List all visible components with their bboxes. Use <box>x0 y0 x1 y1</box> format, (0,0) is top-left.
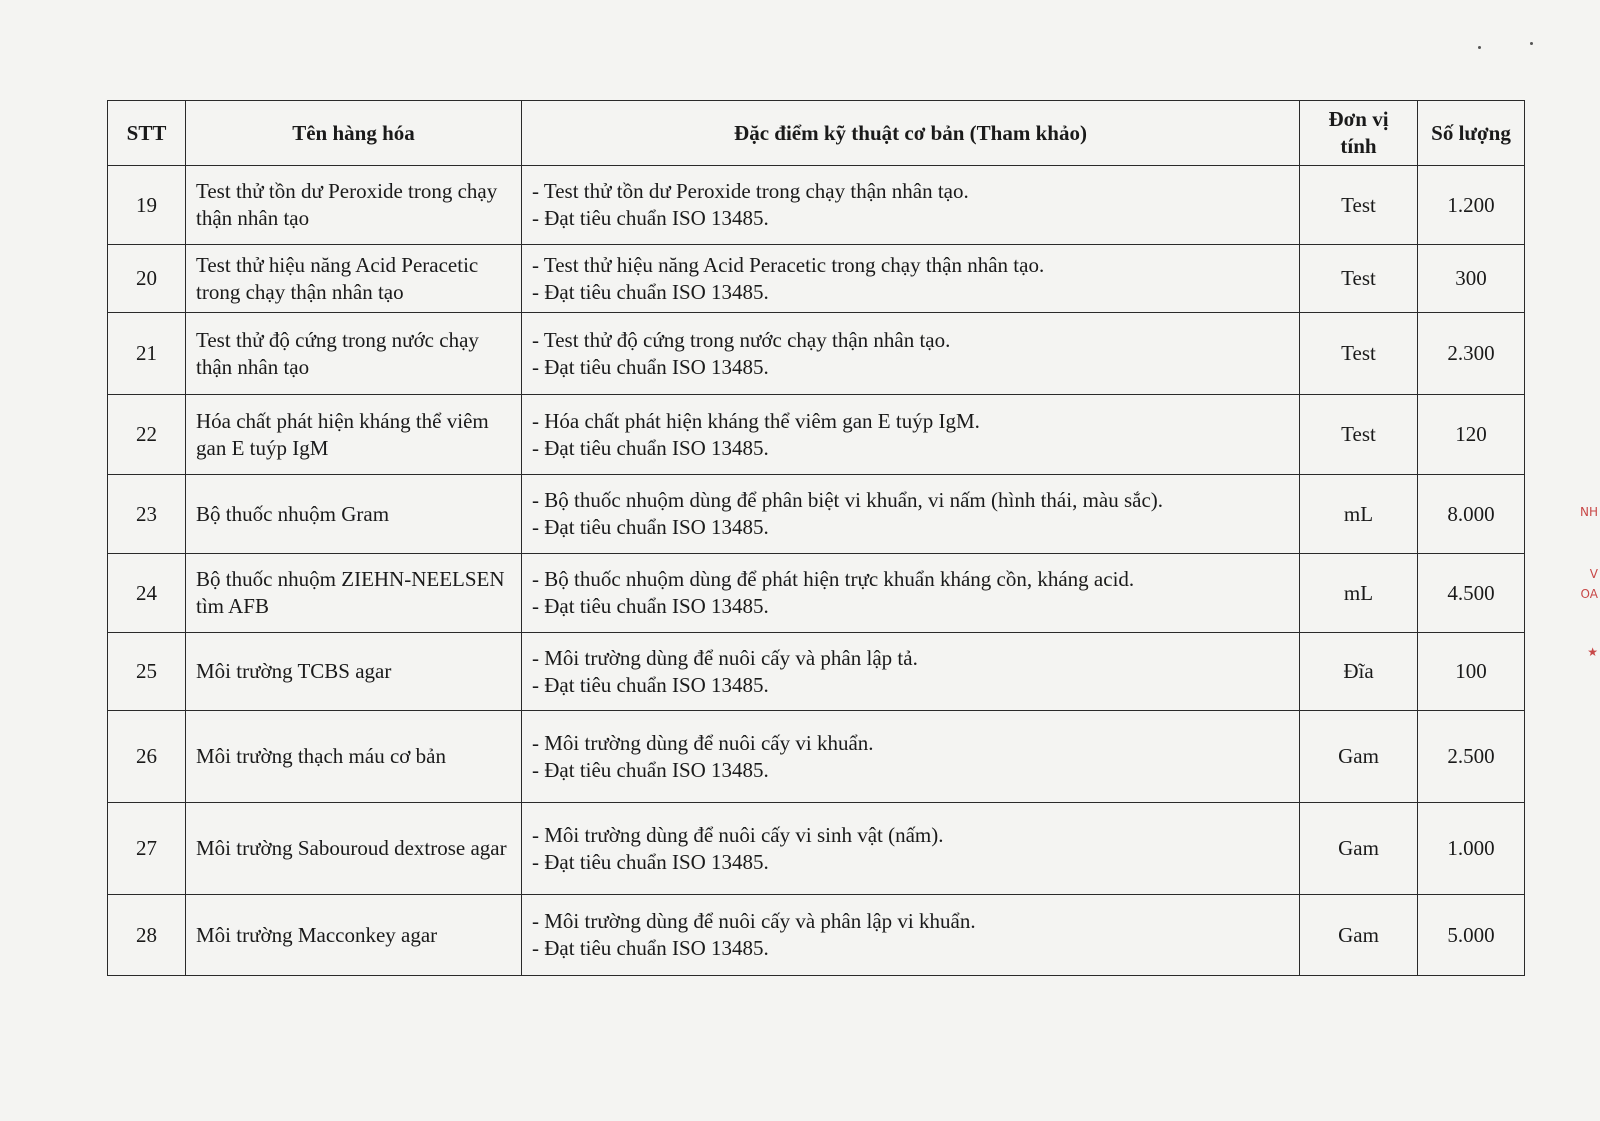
row-qty: 100 <box>1418 633 1525 711</box>
row-unit: mL <box>1300 554 1418 633</box>
spec-line: - Đạt tiêu chuẩn ISO 13485. <box>532 279 769 304</box>
table-row <box>108 475 1525 554</box>
row-unit: Test <box>1300 395 1418 475</box>
row-unit: Test <box>1300 245 1418 313</box>
row-stt: 25 <box>108 633 186 711</box>
row-unit: Test <box>1300 166 1418 245</box>
row-qty: 5.000 <box>1418 895 1525 976</box>
row-name: Hóa chất phát hiện kháng thể viêm gan E tuýp IgM <box>186 395 522 475</box>
row-qty: 120 <box>1418 395 1525 475</box>
row-name: Test thử độ cứng trong nước chạy thận nhân tạo <box>186 313 522 395</box>
row-stt: 19 <box>108 166 186 245</box>
row-stt: 24 <box>108 554 186 633</box>
row-spec <box>522 633 1300 711</box>
row-stt: 22 <box>108 395 186 475</box>
row-spec <box>522 475 1300 554</box>
table-row <box>108 166 1525 245</box>
row-spec <box>522 395 1300 475</box>
row-unit: Gam <box>1300 803 1418 895</box>
spec-line: - Đạt tiêu chuẩn ISO 13485. <box>532 435 769 460</box>
row-stt: 27 <box>108 803 186 895</box>
row-name: Test thử hiệu năng Acid Peracetic trong chạy thận nhân tạo <box>186 245 522 313</box>
spec-line: - Đạt tiêu chuẩn ISO 13485. <box>532 757 769 782</box>
header-spec: Đặc điểm kỹ thuật cơ bản (Tham khảo) <box>522 101 1300 166</box>
row-spec <box>522 245 1300 313</box>
spec-line: - Đạt tiêu chuẩn ISO 13485. <box>532 849 769 874</box>
table-row <box>108 245 1525 313</box>
table-row <box>108 711 1525 803</box>
spec-line: - Đạt tiêu chuẩn ISO 13485. <box>532 206 769 230</box>
row-qty: 8.000 <box>1418 475 1525 554</box>
header-stt: STT <box>108 101 186 166</box>
row-spec <box>522 313 1300 395</box>
spec-line: - Môi trường dùng để nuôi cấy vi sinh vật (nấm). <box>532 822 944 847</box>
table-row <box>108 803 1525 895</box>
spec-line: - Đạt tiêu chuẩn ISO 13485. <box>532 594 769 618</box>
spec-line: - Đạt tiêu chuẩn ISO 13485. <box>532 936 769 960</box>
spec-line: - Môi trường dùng để nuôi cấy vi khuẩn. <box>532 730 874 755</box>
row-qty: 2.500 <box>1418 711 1525 803</box>
header-unit <box>1300 101 1418 166</box>
row-unit: Test <box>1300 313 1418 395</box>
spec-line: - Bộ thuốc nhuộm dùng để phân biệt vi khuẩn, vi nấm (hình thái, màu sắc). <box>532 488 1164 512</box>
row-unit: mL <box>1300 475 1418 554</box>
row-spec <box>522 166 1300 245</box>
spec-line: - Đạt tiêu chuẩn ISO 13485. <box>532 354 769 379</box>
row-qty: 300 <box>1418 245 1525 313</box>
spec-line: - Hóa chất phát hiện kháng thể viêm gan E tuýp IgM. <box>532 408 980 433</box>
spec-line: - Test thử tồn dư Peroxide trong chạy thận nhân tạo. <box>532 179 969 203</box>
scan-speck <box>1530 42 1533 45</box>
seal-fragment-text: OA <box>1580 587 1598 601</box>
row-unit: Gam <box>1300 895 1418 976</box>
row-qty: 2.300 <box>1418 313 1525 395</box>
scan-speck <box>1478 46 1481 49</box>
table-header-row <box>108 101 1525 166</box>
table-row <box>108 313 1525 395</box>
row-stt: 20 <box>108 245 186 313</box>
spec-line: - Đạt tiêu chuẩn ISO 13485. <box>532 515 769 539</box>
table-row <box>108 895 1525 976</box>
spec-line: - Môi trường dùng để nuôi cấy và phân lập tả. <box>532 645 918 670</box>
row-stt: 26 <box>108 711 186 803</box>
spec-line: - Bộ thuốc nhuộm dùng để phát hiện trực khuẩn kháng cồn, kháng acid. <box>532 567 1135 591</box>
row-spec <box>522 554 1300 633</box>
spec-line: - Test thử độ cứng trong nước chạy thận nhân tạo. <box>532 327 951 352</box>
row-stt: 28 <box>108 895 186 976</box>
seal-fragment-text: V <box>1589 567 1598 581</box>
table-row <box>108 554 1525 633</box>
seal-edge-fragment <box>1568 505 1600 685</box>
table-row <box>108 633 1525 711</box>
row-spec <box>522 803 1300 895</box>
row-unit: Gam <box>1300 711 1418 803</box>
spec-line: - Đạt tiêu chuẩn ISO 13485. <box>532 672 769 697</box>
row-qty: 4.500 <box>1418 554 1525 633</box>
table-row <box>108 395 1525 475</box>
header-name: Tên hàng hóa <box>186 101 522 166</box>
header-qty: Số lượng <box>1418 101 1525 166</box>
row-name: Môi trường TCBS agar <box>186 633 522 711</box>
specification-table <box>107 100 1525 976</box>
row-name: Bộ thuốc nhuộm ZIEHN-NEELSEN tìm AFB <box>186 554 522 633</box>
spec-line: - Môi trường dùng để nuôi cấy và phân lập vi khuẩn. <box>532 909 976 933</box>
row-name: Môi trường Macconkey agar <box>186 895 522 976</box>
row-name: Môi trường Sabouroud dextrose agar <box>186 803 522 895</box>
header-unit-line1: Đơn vị <box>1328 107 1389 131</box>
row-name: Môi trường thạch máu cơ bản <box>186 711 522 803</box>
row-spec <box>522 895 1300 976</box>
seal-fragment-text: NH <box>1580 505 1598 519</box>
star-icon: ★ <box>1587 645 1598 659</box>
row-name: Bộ thuốc nhuộm Gram <box>186 475 522 554</box>
row-spec <box>522 711 1300 803</box>
row-unit: Đĩa <box>1300 633 1418 711</box>
row-stt: 23 <box>108 475 186 554</box>
row-qty: 1.000 <box>1418 803 1525 895</box>
row-qty: 1.200 <box>1418 166 1525 245</box>
row-name: Test thử tồn dư Peroxide trong chạy thận nhân tạo <box>186 166 522 245</box>
header-unit-line2: tính <box>1340 134 1377 158</box>
spec-line: - Test thử hiệu năng Acid Peracetic trong chạy thận nhân tạo. <box>532 252 1045 277</box>
row-stt: 21 <box>108 313 186 395</box>
